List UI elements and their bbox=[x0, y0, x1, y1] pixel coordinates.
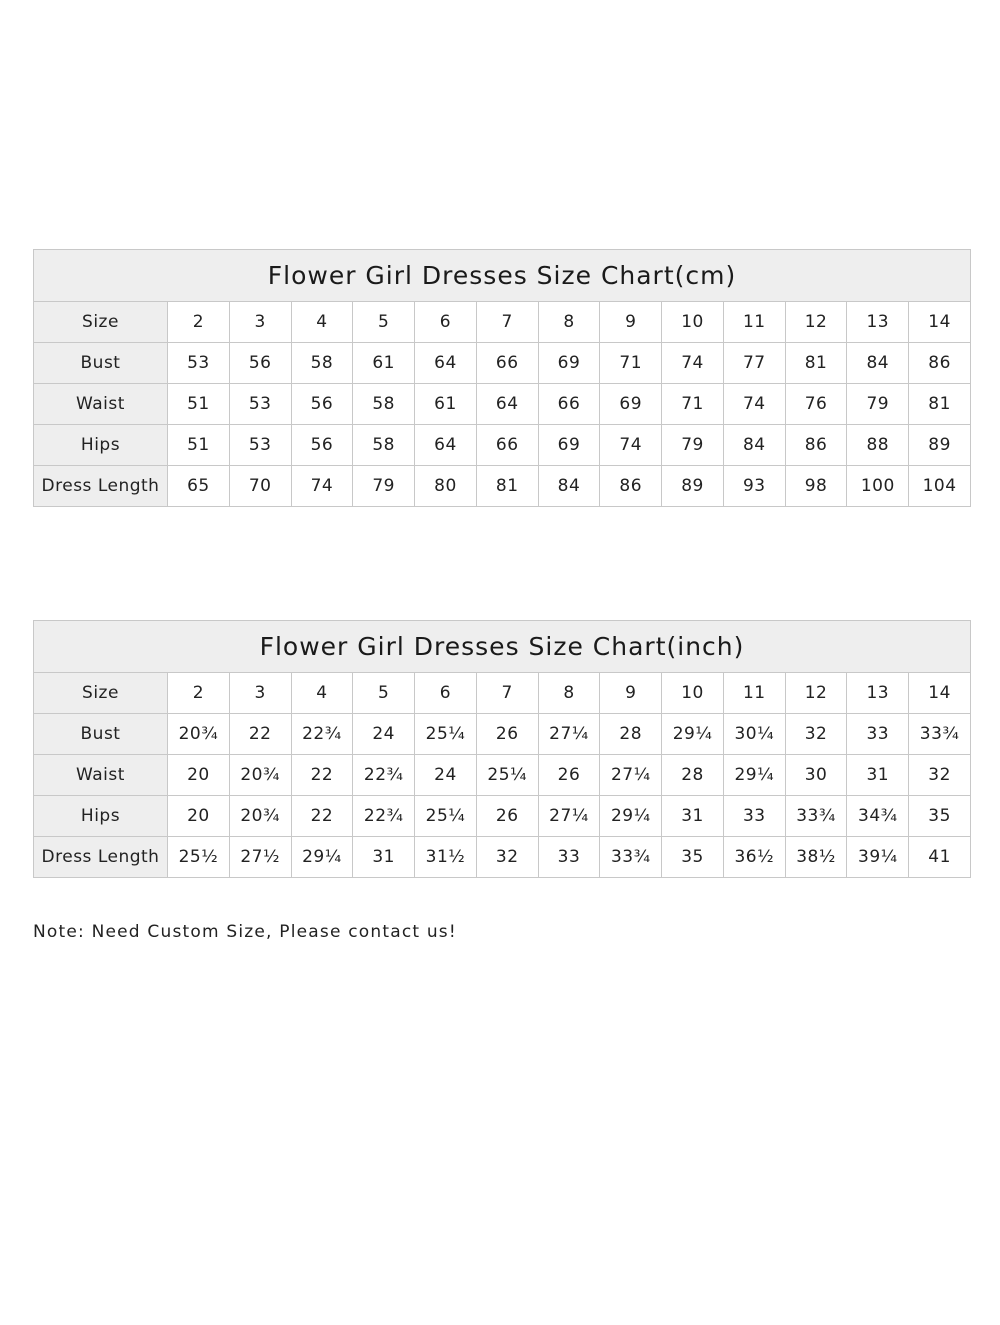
table-cell: 22 bbox=[291, 755, 353, 796]
row-label: Bust bbox=[34, 714, 168, 755]
table-cell: 36½ bbox=[723, 837, 785, 878]
table-cell: 25¼ bbox=[415, 796, 477, 837]
table-cell: 20¾ bbox=[229, 796, 291, 837]
chart-title: Flower Girl Dresses Size Chart(inch) bbox=[34, 621, 971, 673]
table-cell: 89 bbox=[909, 425, 971, 466]
size-chart-inch bbox=[33, 620, 971, 878]
table-cell: 58 bbox=[353, 425, 415, 466]
table-cell: 20¾ bbox=[229, 755, 291, 796]
table-cell: 3 bbox=[229, 673, 291, 714]
custom-size-note: Note: Need Custom Size, Please contact us! bbox=[33, 922, 457, 942]
table-cell: 51 bbox=[168, 384, 230, 425]
table-cell: 74 bbox=[600, 425, 662, 466]
table-cell: 79 bbox=[847, 384, 909, 425]
table-row bbox=[34, 425, 971, 466]
table-cell: 61 bbox=[415, 384, 477, 425]
table-cell: 29¼ bbox=[723, 755, 785, 796]
table-cell: 81 bbox=[476, 466, 538, 507]
table-cell: 11 bbox=[723, 673, 785, 714]
table-cell: 28 bbox=[600, 714, 662, 755]
table-cell: 12 bbox=[785, 302, 847, 343]
table-cell: 61 bbox=[353, 343, 415, 384]
table-cell: 13 bbox=[847, 302, 909, 343]
table-cell: 25½ bbox=[168, 837, 230, 878]
table-cell: 31½ bbox=[415, 837, 477, 878]
table-cell: 2 bbox=[168, 302, 230, 343]
table-cell: 33 bbox=[538, 837, 600, 878]
table-cell: 56 bbox=[291, 384, 353, 425]
table-cell: 66 bbox=[476, 343, 538, 384]
table-cell: 22 bbox=[291, 796, 353, 837]
table-cell: 41 bbox=[909, 837, 971, 878]
table-row bbox=[34, 384, 971, 425]
table-cell: 53 bbox=[168, 343, 230, 384]
table-cell: 7 bbox=[476, 302, 538, 343]
table-cell: 35 bbox=[662, 837, 724, 878]
row-label: Waist bbox=[34, 384, 168, 425]
table-cell: 29¼ bbox=[662, 714, 724, 755]
table-cell: 20¾ bbox=[168, 714, 230, 755]
table-cell: 31 bbox=[662, 796, 724, 837]
table-cell: 20 bbox=[168, 755, 230, 796]
table-cell: 32 bbox=[909, 755, 971, 796]
table-row bbox=[34, 714, 971, 755]
table-cell: 27¼ bbox=[538, 714, 600, 755]
table-cell: 66 bbox=[476, 425, 538, 466]
table-cell: 98 bbox=[785, 466, 847, 507]
table-cell: 3 bbox=[229, 302, 291, 343]
table-cell: 33¾ bbox=[600, 837, 662, 878]
table-cell: 25¼ bbox=[476, 755, 538, 796]
table-cell: 14 bbox=[909, 673, 971, 714]
table-cell: 69 bbox=[538, 425, 600, 466]
table-cell: 86 bbox=[909, 343, 971, 384]
table-cell: 28 bbox=[662, 755, 724, 796]
table-cell: 84 bbox=[723, 425, 785, 466]
table-cell: 33¾ bbox=[785, 796, 847, 837]
table-cell: 100 bbox=[847, 466, 909, 507]
table-cell: 32 bbox=[476, 837, 538, 878]
table-cell: 104 bbox=[909, 466, 971, 507]
table-cell: 79 bbox=[662, 425, 724, 466]
table-cell: 64 bbox=[476, 384, 538, 425]
table-row bbox=[34, 796, 971, 837]
table-cell: 6 bbox=[415, 302, 477, 343]
table-cell: 71 bbox=[662, 384, 724, 425]
size-chart-cm bbox=[33, 249, 971, 507]
table-cell: 9 bbox=[600, 673, 662, 714]
table-cell: 71 bbox=[600, 343, 662, 384]
chart-title: Flower Girl Dresses Size Chart(cm) bbox=[34, 250, 971, 302]
table-cell: 93 bbox=[723, 466, 785, 507]
table-cell: 6 bbox=[415, 673, 477, 714]
table-cell: 26 bbox=[538, 755, 600, 796]
table-cell: 4 bbox=[291, 302, 353, 343]
table-cell: 53 bbox=[229, 425, 291, 466]
table-row bbox=[34, 302, 971, 343]
table-cell: 5 bbox=[353, 302, 415, 343]
table-row bbox=[34, 466, 971, 507]
table-cell: 7 bbox=[476, 673, 538, 714]
row-label: Size bbox=[34, 302, 168, 343]
table-cell: 14 bbox=[909, 302, 971, 343]
table-cell: 22¾ bbox=[353, 796, 415, 837]
row-label: Bust bbox=[34, 343, 168, 384]
table-cell: 89 bbox=[662, 466, 724, 507]
table-cell: 25¼ bbox=[415, 714, 477, 755]
table-cell: 22 bbox=[229, 714, 291, 755]
table-cell: 33 bbox=[847, 714, 909, 755]
row-label: Hips bbox=[34, 425, 168, 466]
table-row bbox=[34, 673, 971, 714]
table-cell: 22¾ bbox=[291, 714, 353, 755]
row-label: Dress Length bbox=[34, 837, 168, 878]
table-cell: 9 bbox=[600, 302, 662, 343]
table-cell: 10 bbox=[662, 302, 724, 343]
table-cell: 38½ bbox=[785, 837, 847, 878]
table-cell: 11 bbox=[723, 302, 785, 343]
table-cell: 69 bbox=[538, 343, 600, 384]
table-cell: 27¼ bbox=[538, 796, 600, 837]
table-cell: 74 bbox=[291, 466, 353, 507]
table-cell: 29¼ bbox=[291, 837, 353, 878]
table-cell: 79 bbox=[353, 466, 415, 507]
table-cell: 20 bbox=[168, 796, 230, 837]
table-cell: 56 bbox=[229, 343, 291, 384]
table-cell: 35 bbox=[909, 796, 971, 837]
chart-body bbox=[34, 302, 971, 507]
table-cell: 31 bbox=[847, 755, 909, 796]
table-cell: 30 bbox=[785, 755, 847, 796]
table-cell: 80 bbox=[415, 466, 477, 507]
table-row bbox=[34, 837, 971, 878]
row-label: Waist bbox=[34, 755, 168, 796]
table-cell: 5 bbox=[353, 673, 415, 714]
table-cell: 77 bbox=[723, 343, 785, 384]
table-cell: 76 bbox=[785, 384, 847, 425]
table-cell: 2 bbox=[168, 673, 230, 714]
table-cell: 4 bbox=[291, 673, 353, 714]
table-cell: 31 bbox=[353, 837, 415, 878]
table-cell: 33 bbox=[723, 796, 785, 837]
row-label: Dress Length bbox=[34, 466, 168, 507]
table-cell: 56 bbox=[291, 425, 353, 466]
table-cell: 53 bbox=[229, 384, 291, 425]
table-cell: 58 bbox=[353, 384, 415, 425]
table-cell: 70 bbox=[229, 466, 291, 507]
table-cell: 26 bbox=[476, 714, 538, 755]
row-label: Size bbox=[34, 673, 168, 714]
table-cell: 51 bbox=[168, 425, 230, 466]
table-cell: 84 bbox=[847, 343, 909, 384]
table-cell: 24 bbox=[353, 714, 415, 755]
table-cell: 86 bbox=[600, 466, 662, 507]
table-cell: 64 bbox=[415, 425, 477, 466]
table-cell: 30¼ bbox=[723, 714, 785, 755]
table-cell: 58 bbox=[291, 343, 353, 384]
table-cell: 27½ bbox=[229, 837, 291, 878]
table-cell: 84 bbox=[538, 466, 600, 507]
table-cell: 29¼ bbox=[600, 796, 662, 837]
chart-body bbox=[34, 673, 971, 878]
table-cell: 88 bbox=[847, 425, 909, 466]
table-cell: 81 bbox=[785, 343, 847, 384]
table-cell: 12 bbox=[785, 673, 847, 714]
table-cell: 69 bbox=[600, 384, 662, 425]
table-cell: 74 bbox=[662, 343, 724, 384]
table-cell: 74 bbox=[723, 384, 785, 425]
table-cell: 86 bbox=[785, 425, 847, 466]
table-cell: 22¾ bbox=[353, 755, 415, 796]
table-cell: 81 bbox=[909, 384, 971, 425]
table-row bbox=[34, 343, 971, 384]
table-cell: 39¼ bbox=[847, 837, 909, 878]
table-cell: 10 bbox=[662, 673, 724, 714]
table-cell: 13 bbox=[847, 673, 909, 714]
table-cell: 24 bbox=[415, 755, 477, 796]
table-cell: 8 bbox=[538, 302, 600, 343]
table-cell: 34¾ bbox=[847, 796, 909, 837]
table-cell: 26 bbox=[476, 796, 538, 837]
table-cell: 66 bbox=[538, 384, 600, 425]
table-cell: 32 bbox=[785, 714, 847, 755]
table-cell: 65 bbox=[168, 466, 230, 507]
table-cell: 27¼ bbox=[600, 755, 662, 796]
row-label: Hips bbox=[34, 796, 168, 837]
table-row bbox=[34, 755, 971, 796]
table-cell: 8 bbox=[538, 673, 600, 714]
table-cell: 33¾ bbox=[909, 714, 971, 755]
table-cell: 64 bbox=[415, 343, 477, 384]
